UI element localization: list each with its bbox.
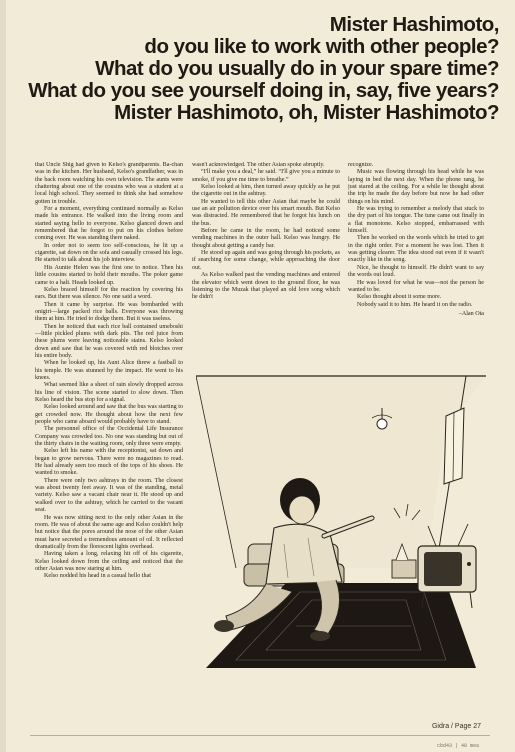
- headline-line: do you like to work with other people?: [144, 35, 499, 58]
- paragraph: He was loved for what he was—not the person he wanted to be.: [348, 279, 484, 293]
- paragraph: Nice, he thought to himself. He didn't want to say the words out loud.: [348, 264, 484, 279]
- paragraph: As Kelso walked past the vending machines and entered the elevator which went down to the ground floor, he was listening to the Muzak that played an old love song which he didn't: [192, 272, 340, 301]
- paragraph: Kelso nodded his head in a casual hello that: [44, 573, 151, 580]
- paragraph: The personnel office of the Occidental Life Insurance Company was crowded too. No one was standing but out of the thirty chairs in the waiting room, only three were empty.: [35, 426, 183, 448]
- paragraph: His Auntie Helen was the first one to notice. Then his little cousins started to hold their mouths. The poker game came to a halt. Heads looked up.: [35, 264, 183, 286]
- headline-line: What do you see yourself doing in, say, five years?: [28, 79, 499, 102]
- paragraph: Music was flowing through his head while he was laying in bed the next day. When the phone rang, he just stared at the ceiling. For a while he thought about the trip he made the day before but now he had other things on his mind.: [348, 169, 484, 205]
- paragraph: “I'll make you a deal,” he said. “I'll give you a minute to smoke, if you give me time to breathe.”: [192, 169, 340, 183]
- paragraph: Kelso thought about it some more.: [357, 294, 442, 301]
- window-icon: [444, 408, 464, 484]
- author-byline: –Alan Ota: [458, 310, 484, 317]
- paragraph: Then it came by surprise. He was bombarded with onigiri—large packed rice balls. Everyone was throwing them at him. He tried to dodge them. But it was useless.: [35, 301, 183, 323]
- paragraph: There were only two ashtrays in the room. The closest was about twenty feet away. It was of the standing, metal variety. Kelso saw a vacant chair near it. He stood up and walked over to the ashtray, which he carried to the vacant seat.: [35, 477, 183, 514]
- story-column-3: [348, 162, 484, 362]
- room-illustration: [196, 368, 486, 668]
- paragraph: Nobody said it to him. He heard it on the radio.: [357, 301, 473, 308]
- page-footer: Gidra / Page 27: [431, 723, 481, 730]
- headline-line: What do you usually do in your spare time?: [95, 57, 499, 80]
- paragraph: Then he noticed that each rice ball contained umeboshi—little pickled plums with dark pits. The red juice from these plums were leaving noticeable stains. Kelso looked down and saw that he was covered with red blotches over his entire body.: [35, 323, 183, 359]
- paragraph: He was now sitting next to the only other Asian in the room. He was of about the same age and Kelso couldn't help but notice that the pores around the nose of the other Asian must have secreted a tremendous amount of oil. It reflected dramatically from the florescent lights overhead.: [35, 514, 183, 550]
- paragraph: wasn't acknowledged. The other Asian spoke abruptly.: [192, 162, 325, 168]
- paragraph: He wanted to tell this other Asian that maybe he could use an air pollution device over his smart mouth. But Kelso was distracted. He remembered that he forgot his lunch on the bus.: [192, 198, 340, 227]
- paragraph: For a moment, everything continued normally as Kelso made his entrance. He walked into the living room and started saying hello to everyone. Kelso glanced down and remembered that he forgot to put on his clothes before coming over. He was standing there naked.: [35, 206, 183, 242]
- paragraph: Before he came in the room, he had noticed some vending machines in the outer hall. Kelso was hungry. He thought about getting a candy bar.: [192, 228, 340, 249]
- paragraph: Kelso braced himself for the reaction by covering his ears. But there was silence. No one said a word.: [35, 286, 183, 301]
- paragraph: Kelso looked around and saw that the bus was starting to get crowded now. He thought about how the next few people who came aboard would probably have to stand.: [35, 404, 183, 426]
- page-headline: [9, 14, 499, 124]
- paragraph: What seemed like a sheet of rain slowly dropped across his line of vision. The scene started to slow down. Then Kelso heard the bus stop for a signal.: [35, 382, 183, 403]
- paragraph: Having taken a long, relaxing hit off of his cigarette, Kelso looked down from the ceiling and noticed that the other Asian was now staring at him.: [35, 551, 183, 572]
- footer-rule: [30, 735, 490, 736]
- story-column-1: [35, 162, 183, 718]
- paragraph: In order not to seem too self-conscious, he lit up a cigarette, sat down on the sofa and casually crossed his legs. He started to talk about his job interview.: [35, 242, 183, 264]
- archive-stamp: cbd43 | 48 mea: [436, 743, 479, 749]
- room-walls: [196, 376, 486, 568]
- story-column-2: [192, 162, 340, 380]
- paragraph: Kelso left his name with the receptionist, sat down and began to grow nervous. There were no magazines to read. He had already seen too much of the tops of his shoes. He wanted to smoke.: [35, 448, 183, 477]
- headline-line: Mister Hashimoto, oh, Mister Hashimoto?: [114, 101, 499, 124]
- paragraph: Kelso looked at him, then turned away quickly as he put the cigarette out in the ashtray.: [192, 184, 340, 198]
- paragraph: Then he worked on the words which he tried to get in the right order. For a moment he was lost. Then it was getting clearer. The idea stood out even if it wasn't exactly like in the song.: [348, 235, 484, 264]
- headline-line: Mister Hashimoto,: [329, 13, 499, 36]
- paragraph: that Uncle Shig had given to Kelso's grandparents. Ba-chan was in the kitchen. Her husband, Kelso's grandfather, was in the back room watching his own television. The aunts were chattering about one of the cousins who was a student at a local high school. They seemed to think she had somehow gotten in trouble.: [35, 162, 183, 205]
- paragraph: When he looked up, his Aunt Alice threw a fastball to his temple. He was stunned by the impact. He went to his knees.: [35, 360, 183, 381]
- paragraph: He stood up again and was going through his pockets, as if searching for some change, while approaching the door out.: [192, 250, 340, 271]
- paragraph: He was trying to remember a melody that stuck to the dry part of his tongue. The tune came out finally in a flat monotone. Kelso stopped, embarrassed with himself.: [348, 206, 484, 235]
- paragraph: recognize.: [348, 162, 374, 168]
